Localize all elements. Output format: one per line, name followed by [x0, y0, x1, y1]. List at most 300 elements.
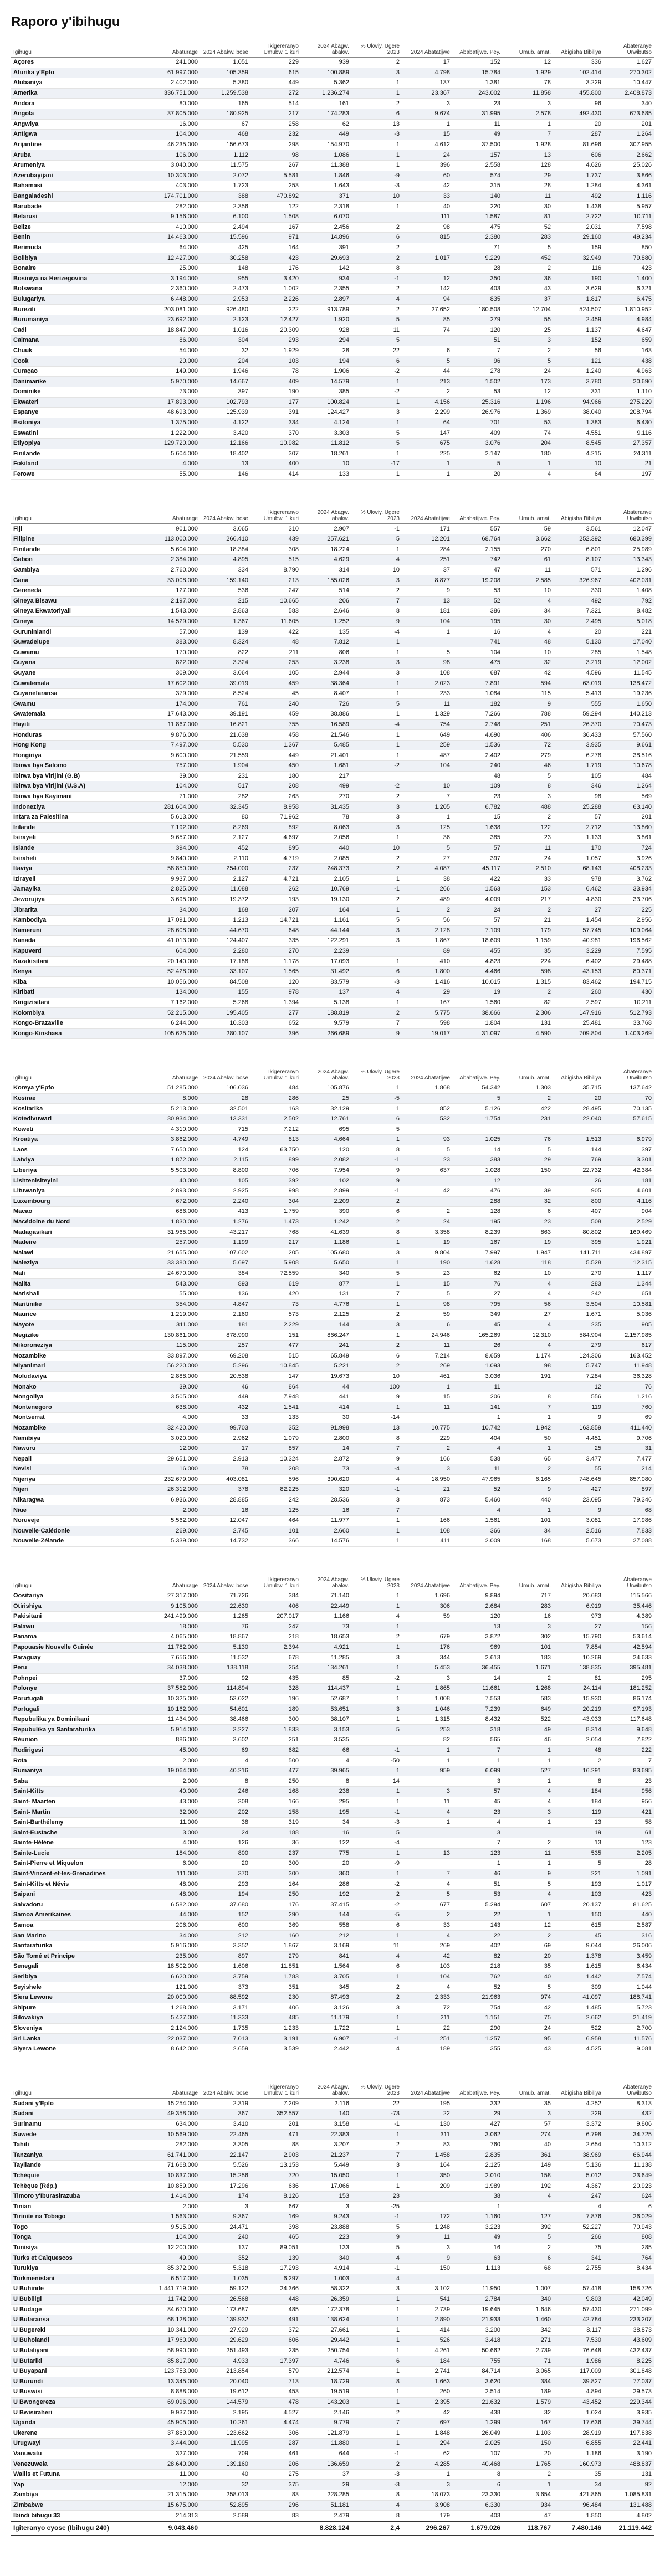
table-cell: 584.904: [553, 1330, 603, 1341]
table-cell: 2.660: [301, 1526, 351, 1536]
table-cell: 15.790: [553, 1632, 603, 1643]
table-cell: 311: [402, 2130, 452, 2140]
table-cell: 17: [200, 1443, 250, 1454]
country-name: Porutugali: [11, 1694, 150, 1704]
table-cell: 8.545: [553, 438, 603, 449]
table-cell: 2.893.000: [150, 1186, 200, 1196]
table-cell: 421: [603, 1807, 654, 1818]
table-row: [11, 565, 654, 575]
table-cell: 12.200.000: [150, 2243, 200, 2253]
table-cell: 3.420: [200, 428, 250, 439]
column-header: 2024 Abagw. abakw.: [301, 1576, 351, 1591]
table-cell: 4: [351, 2500, 402, 2511]
table-cell: 934: [301, 274, 351, 284]
country-name: Kosirae: [11, 1093, 150, 1104]
table-cell: 7: [351, 1505, 402, 1516]
table-cell: 285: [553, 647, 603, 658]
table-row: [11, 336, 654, 346]
table-cell: 101: [503, 1515, 553, 1526]
table-cell: 2.872: [301, 1454, 351, 1464]
table-cell: 31.435: [301, 802, 351, 813]
country-name: Barubade: [11, 202, 150, 212]
table-row: [11, 2356, 654, 2367]
table-cell: 1: [452, 1756, 503, 1766]
column-header: Ikigereranyo Umubw. 1 kuri: [250, 508, 301, 524]
table-cell: 2: [351, 1889, 402, 1900]
table-cell: 10.678: [603, 761, 654, 772]
table-cell: 137: [402, 78, 452, 89]
table-cell: 247: [553, 2191, 603, 2202]
country-name: Guyanefaransa: [11, 688, 150, 699]
table-cell: 157: [452, 150, 503, 161]
country-name: Turukiya: [11, 2263, 150, 2274]
table-cell: 1: [402, 469, 452, 480]
table-cell: 9.367: [200, 2212, 250, 2223]
table-cell: 233.207: [603, 2315, 654, 2325]
table-cell: 94: [402, 294, 452, 305]
table-cell: 492: [553, 596, 603, 606]
country-name: Shipure: [11, 2003, 150, 2013]
table-cell: 4: [402, 1807, 452, 1818]
table-cell: 10.312: [603, 2140, 654, 2150]
table-cell: 89.051: [250, 2243, 301, 2253]
country-name: Arijantine: [11, 140, 150, 150]
table-cell: 58: [603, 1817, 654, 1828]
table-cell: 638.000: [150, 1402, 200, 1413]
table-cell: 899: [250, 1155, 301, 1166]
table-cell: 11.867.000: [150, 719, 200, 730]
table-cell: 101: [503, 1642, 553, 1653]
table-cell: 38.886: [301, 709, 351, 720]
table-row: [11, 1704, 654, 1715]
table-cell: 72: [503, 740, 553, 750]
table-cell: 4: [452, 1505, 503, 1516]
table-cell: 82: [503, 998, 553, 1008]
table-cell: 5.503.000: [150, 1165, 200, 1176]
table-cell: 2.082: [301, 1155, 351, 1166]
table-cell: 92: [200, 1673, 250, 1684]
table-cell: 40.000: [150, 1787, 200, 1797]
table-cell: 53: [452, 1889, 503, 1900]
table-cell: 5: [351, 2243, 402, 2253]
table-cell: 150: [503, 1165, 553, 1176]
column-header: Ababatijwe. Pey.: [452, 1576, 503, 1591]
table-cell: 287: [553, 130, 603, 140]
table-cell: 11.333: [200, 2013, 250, 2024]
table-row: [11, 1135, 654, 1145]
table-cell: 24.366: [250, 2284, 301, 2295]
table-cell: 57.560: [603, 730, 654, 741]
table-cell: 1.028: [452, 1165, 503, 1176]
table-cell: 2.558: [452, 160, 503, 171]
country-name: Nouvelle-Zélande: [11, 1536, 150, 1547]
table-cell: 3.062: [452, 2130, 503, 2140]
table-cell: 13: [351, 119, 402, 130]
table-cell: 212: [200, 1931, 250, 1941]
table-cell: 2: [503, 2469, 553, 2480]
table-cell: 131: [301, 1289, 351, 1299]
table-cell: 33.380.000: [150, 1258, 200, 1269]
country-name: Berimuda: [11, 243, 150, 253]
table-cell: 541: [402, 2294, 452, 2305]
table-cell: 237: [250, 863, 301, 874]
table-cell: 318: [452, 1725, 503, 1735]
table-cell: 129.720.000: [150, 438, 200, 449]
table-cell: 350: [452, 274, 503, 284]
table-cell: 594: [503, 678, 553, 689]
table-cell: 3.303: [301, 428, 351, 439]
table-cell: 2.160: [200, 1310, 250, 1320]
table-cell: 1: [351, 1591, 402, 1601]
table-cell: 10.015: [452, 977, 503, 988]
table-cell: 125: [250, 1505, 301, 1516]
table-cell: 45.905.000: [150, 2418, 200, 2428]
table-cell: 56: [402, 915, 452, 925]
table-cell: 42: [503, 2003, 553, 2013]
table-cell: 88: [250, 2140, 301, 2150]
table-cell: -5: [351, 1093, 402, 1104]
table-cell: 223: [301, 2233, 351, 2243]
table-cell: 1.112: [200, 150, 250, 161]
table-cell: 54.000: [150, 346, 200, 356]
table-cell: 385: [452, 833, 503, 844]
table-row: [11, 1237, 654, 1248]
table-cell: 10.859.000: [150, 2181, 200, 2192]
country-name: Polonye: [11, 1684, 150, 1694]
country-name: Panama: [11, 1632, 150, 1643]
table-cell: 29.693: [301, 253, 351, 264]
table-cell: 2: [503, 1093, 553, 1104]
country-name: Vanuwatu: [11, 2449, 150, 2459]
table-cell: 1: [351, 647, 402, 658]
table-cell: 720: [250, 2171, 301, 2181]
table-cell: 167: [250, 222, 301, 233]
table-cell: 29.629: [200, 2336, 250, 2346]
table-cell: 637: [402, 1165, 452, 1176]
table-cell: 841: [301, 1951, 351, 1962]
table-cell: 370: [250, 428, 301, 439]
table-cell: 20.309: [250, 325, 301, 336]
table-cell: 1.166: [301, 1611, 351, 1622]
country-name: Latviya: [11, 1155, 150, 1166]
table-cell: 344: [402, 1653, 452, 1663]
table-cell: 397: [603, 1145, 654, 1155]
table-cell: 28.536: [301, 1495, 351, 1505]
column-header: % Ukwiy. Ugere 2023: [351, 2083, 402, 2099]
table-cell: 42.049: [603, 2294, 654, 2305]
table-cell: 281.604.000: [150, 802, 200, 813]
table-cell: 34.000: [150, 905, 200, 916]
table-cell: 3: [351, 925, 402, 936]
country-name: Kongo-Kinshasa: [11, 1029, 150, 1039]
table-cell: 7: [351, 596, 402, 606]
table-cell: 1.442: [553, 1972, 603, 1982]
table-cell: 217: [250, 109, 301, 119]
table-cell: 2.010: [452, 2171, 503, 2181]
country-name: Zambiya: [11, 2490, 150, 2501]
table-cell: 1: [351, 2387, 402, 2398]
table-cell: 156.673: [200, 140, 250, 150]
table-cell: 241: [301, 1340, 351, 1351]
table-cell: 8.659: [452, 1351, 503, 1361]
country-name: Ukerene: [11, 2428, 150, 2439]
table-cell: 1.946: [200, 366, 250, 377]
table-row: [11, 761, 654, 772]
country-name: Maritinike: [11, 1299, 150, 1310]
table-cell: 755: [452, 2356, 503, 2367]
table-cell: 308: [250, 544, 301, 555]
table-cell: 13.345.000: [150, 2377, 200, 2387]
country-name: Izirayeli: [11, 874, 150, 885]
table-cell: 3.759: [200, 1972, 250, 1982]
table-cell: 167: [503, 2418, 553, 2428]
table-cell: 12.166: [200, 438, 250, 449]
table-cell: [351, 1735, 402, 1746]
total-cell: [200, 2521, 250, 2536]
table-row: [11, 377, 654, 387]
table-cell: 1.329: [402, 709, 452, 720]
table-row: [11, 791, 654, 802]
table-cell: 13.153: [250, 2161, 301, 2171]
table-cell: 221: [603, 627, 654, 637]
table-cell: 103: [553, 1889, 603, 1900]
table-cell: 3.305: [200, 2140, 250, 2150]
table-row: [11, 1392, 654, 1402]
table-cell: 514: [301, 585, 351, 596]
table-cell: 207.017: [250, 1611, 301, 1622]
table-cell: 229: [250, 58, 301, 68]
table-cell: 978: [553, 874, 603, 885]
table-cell: 18.950: [402, 1474, 452, 1485]
table-cell: 41.097: [553, 1992, 603, 2003]
table-cell: 12.047: [200, 1515, 250, 1526]
table-cell: 2: [503, 988, 553, 998]
table-cell: 2.587: [603, 1920, 654, 1931]
table-row: [11, 730, 654, 741]
table-cell: 16: [301, 1505, 351, 1516]
table-cell: 8.958: [250, 802, 301, 813]
table-cell: 1: [402, 1382, 452, 1392]
table-cell: 1.671: [503, 1663, 553, 1673]
table-cell: 1.759: [250, 1207, 301, 1217]
table-cell: 38: [402, 874, 452, 885]
table-cell: 3.200: [452, 2325, 503, 2336]
table-cell: 7: [351, 2150, 402, 2161]
table-cell: 1: [351, 140, 402, 150]
table-cell: 1.929: [250, 346, 301, 356]
table-cell: 10.269: [553, 1653, 603, 1663]
table-cell: 180.508: [452, 305, 503, 315]
country-name: Alubaniya: [11, 78, 150, 89]
table-cell: [503, 1382, 553, 1392]
table-cell: 283: [503, 233, 553, 243]
table-cell: 10.665: [250, 596, 301, 606]
table-cell: 27.317.000: [150, 1591, 200, 1601]
table-cell: 8: [452, 2469, 503, 2480]
table-cell: 3.935: [603, 2408, 654, 2418]
table-cell: 5: [351, 438, 402, 449]
country-name: U Buswisi: [11, 2387, 150, 2398]
table-cell: 53: [452, 387, 503, 398]
table-cell: 4: [503, 596, 553, 606]
table-cell: 70: [603, 1093, 654, 1104]
table-cell: 45: [250, 688, 301, 699]
table-cell: 5: [503, 1982, 553, 1993]
table-cell: 181: [603, 1176, 654, 1186]
table-cell: 300: [250, 1714, 301, 1725]
table-cell: 49: [503, 1725, 553, 1735]
table-cell: 36: [503, 274, 553, 284]
table-cell: 905: [603, 1320, 654, 1330]
table-cell: 3.126: [301, 2003, 351, 2013]
table-cell: 295: [301, 1797, 351, 1807]
table-cell: 2.402: [452, 750, 503, 761]
country-name: Koweti: [11, 1124, 150, 1135]
table-cell: 34: [301, 1817, 351, 1828]
table-cell: 13: [553, 1838, 603, 1849]
table-cell: 5.957: [603, 202, 654, 212]
table-cell: 27.652: [402, 305, 452, 315]
table-cell: 558: [301, 1920, 351, 1931]
table-cell: 440: [603, 1910, 654, 1921]
table-cell: 8.000: [150, 1093, 200, 1104]
table-cell: -73: [351, 2109, 402, 2120]
table-cell: 160: [250, 1931, 301, 1941]
table-row: [11, 109, 654, 119]
table-cell: 9.116: [603, 428, 654, 439]
table-cell: 1: [351, 1330, 402, 1341]
table-cell: 9.105.000: [150, 1601, 200, 1612]
table-cell: 246: [200, 1787, 250, 1797]
table-cell: 115.000: [150, 1340, 200, 1351]
column-header: Igihugu: [11, 508, 150, 524]
table-row: [11, 2500, 654, 2511]
table-cell: 111.000: [150, 1869, 200, 1879]
table-cell: 120: [250, 977, 301, 988]
table-cell: 1.035: [200, 2274, 250, 2284]
country-name: Kiba: [11, 977, 150, 988]
table-cell: -3: [351, 2469, 402, 2480]
table-cell: 48.693.000: [150, 408, 200, 418]
table-cell: 3.866: [603, 171, 654, 181]
table-cell: 35.715: [553, 1083, 603, 1094]
table-cell: 9.600.000: [150, 750, 200, 761]
table-row: [11, 284, 654, 295]
table-cell: 2.000: [150, 1776, 200, 1787]
table-cell: 26.312.000: [150, 1485, 200, 1495]
table-cell: 18.384: [200, 544, 250, 555]
table-cell: 77.037: [603, 2377, 654, 2387]
table-cell: 149: [503, 2161, 553, 2171]
table-cell: 904: [603, 1207, 654, 1217]
table-cell: 9: [402, 2253, 452, 2264]
table-row: [11, 1828, 654, 1838]
table-cell: 1.367: [200, 616, 250, 627]
table-cell: 10.742: [452, 1423, 503, 1433]
table-cell: 1.587: [452, 212, 503, 222]
table-cell: 71.140: [301, 1591, 351, 1601]
table-cell: 1: [351, 2315, 402, 2325]
table-cell: 287: [250, 2439, 301, 2449]
table-cell: 488.837: [603, 2459, 654, 2470]
country-name: Chuuk: [11, 346, 150, 356]
table-row: [11, 1745, 654, 1756]
table-cell: 334: [200, 565, 250, 575]
table-cell: 2.209: [301, 1196, 351, 1207]
table-cell: 94.966: [553, 397, 603, 408]
table-cell: 22.037.000: [150, 2034, 200, 2044]
table-cell: 123.662: [200, 2428, 250, 2439]
table-row: [11, 1495, 654, 1505]
table-cell: 6.462: [553, 885, 603, 895]
table-cell: 2.356: [200, 202, 250, 212]
table-cell: 195: [452, 1217, 503, 1227]
table-cell: 42.784: [553, 2315, 603, 2325]
table-cell: 3: [351, 812, 402, 822]
table-cell: 23.095: [553, 1495, 603, 1505]
table-row: [11, 150, 654, 161]
table-cell: 409: [452, 428, 503, 439]
country-name: Papouasie Nouvelle Guinée: [11, 1642, 150, 1653]
table-cell: 754: [452, 2003, 503, 2013]
table-cell: 235: [250, 2346, 301, 2356]
country-name: Tinian: [11, 2202, 150, 2212]
table-cell: 13: [351, 1423, 402, 1433]
table-cell: 2: [503, 1838, 553, 1849]
table-cell: 217: [503, 894, 553, 905]
table-cell: 56.220.000: [150, 1361, 200, 1372]
table-cell: -25: [351, 2202, 402, 2212]
table-cell: 1.268.000: [150, 2003, 200, 2013]
country-name: Luxembourg: [11, 1196, 150, 1207]
table-cell: 295: [603, 1673, 654, 1684]
table-cell: 32.949: [553, 253, 603, 264]
column-header: Ababatijwe. Pey.: [452, 2083, 503, 2099]
table-cell: 26: [452, 1340, 503, 1351]
table-cell: 484: [603, 771, 654, 781]
table-cell: 20.000: [150, 356, 200, 367]
table-cell: 101: [250, 1526, 301, 1536]
table-cell: 2.907: [301, 524, 351, 534]
table-cell: 5: [402, 1889, 452, 1900]
table-cell: 4.000: [150, 459, 200, 470]
table-cell: 10.837.000: [150, 2171, 200, 2181]
table-row: [11, 2013, 654, 2024]
table-cell: 1: [351, 1083, 402, 1094]
table-cell: -3: [351, 1817, 402, 1828]
table-cell: 10: [503, 1268, 553, 1279]
table-cell: 2.124.000: [150, 2023, 200, 2034]
table-cell: 7.876: [553, 2212, 603, 2223]
table-cell: 27: [402, 853, 452, 864]
table-cell: 250: [250, 1776, 301, 1787]
table-cell: 755: [250, 719, 301, 730]
table-row: [11, 2263, 654, 2274]
table-cell: 5.697: [200, 1258, 250, 1269]
table-cell: 7.530: [553, 2336, 603, 2346]
table-cell: 38.040: [553, 408, 603, 418]
table-cell: 56: [553, 346, 603, 356]
table-row: [11, 1807, 654, 1818]
table-cell: 5: [503, 2233, 553, 2243]
table-cell: 279: [503, 750, 553, 761]
table-cell: 123: [603, 1838, 654, 1849]
table-cell: 10: [402, 781, 452, 792]
table-cell: 201: [603, 812, 654, 822]
country-name: Gineya Ekwatoriyali: [11, 606, 150, 617]
table-cell: 18.073: [402, 2490, 452, 2501]
table-cell: 5.723: [603, 2003, 654, 2013]
